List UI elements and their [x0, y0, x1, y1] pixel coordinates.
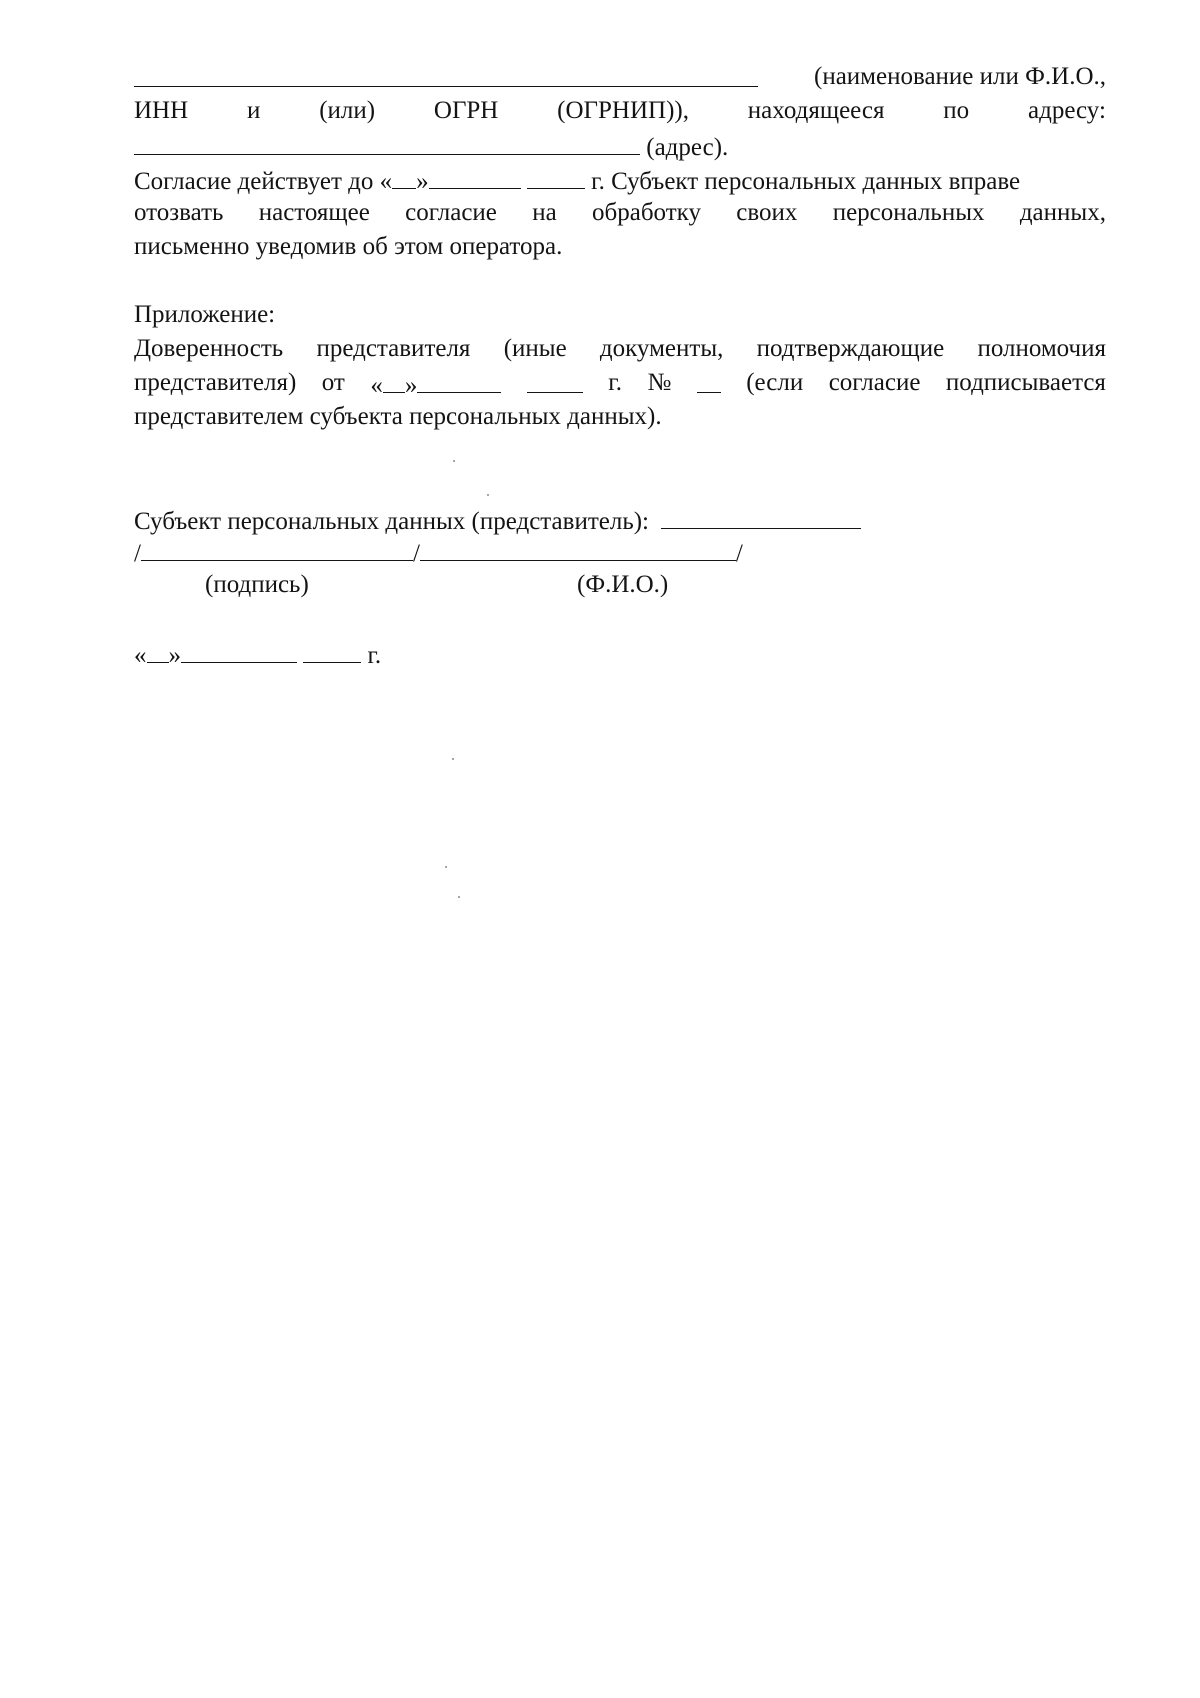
- appendix-date-group: [370, 366, 501, 403]
- validity-word: согласие: [405, 199, 497, 226]
- validity-line-3: [134, 230, 1106, 264]
- appendix-day-blank: [383, 366, 405, 393]
- intro-word: ОГРН: [433, 97, 499, 124]
- intro-line-3: [134, 128, 1106, 165]
- appendix-line-2: [134, 366, 1106, 403]
- appendix-word: Доверенность: [134, 335, 284, 362]
- date-quote-open: «: [134, 642, 147, 669]
- name-blank: [134, 60, 758, 87]
- month-blank: [429, 162, 521, 189]
- appendix-number-blank: [697, 366, 721, 393]
- address-blank: [134, 128, 640, 155]
- intro-word: по: [943, 97, 970, 124]
- slash: /: [412, 540, 420, 567]
- scan-speck: [452, 758, 454, 760]
- day-blank: [392, 162, 416, 189]
- appendix-word: представителя): [134, 369, 297, 396]
- date-line: [134, 636, 1106, 673]
- scan-speck: [458, 896, 460, 898]
- appendix-year-blank: [527, 366, 583, 393]
- year-blank: [527, 162, 585, 189]
- date-quote-close: »: [168, 642, 181, 669]
- validity-word: на: [532, 199, 557, 226]
- appendix-word: (иные: [503, 335, 567, 362]
- intro-line-2: [134, 94, 1106, 128]
- intro-word: находящееся: [747, 97, 885, 124]
- appendix-word: согласие: [828, 369, 921, 396]
- subject-label: Субъект персональных данных (представитель):: [134, 508, 649, 535]
- slash: /: [735, 540, 743, 567]
- validity-word: персональных: [832, 199, 985, 226]
- validity-end: письменно уведомив об этом оператора.: [134, 233, 563, 260]
- name-caption: (наименование или Ф.И.О.,: [814, 63, 1106, 90]
- intro-word: адресу:: [1028, 97, 1106, 124]
- signature-slash-line: [134, 534, 1106, 571]
- validity-word: отозвать: [134, 199, 224, 226]
- appendix-word: №: [647, 369, 672, 396]
- date-year-blank: [303, 636, 361, 663]
- fio-blank: [420, 534, 736, 561]
- appendix-title: Приложение:: [134, 301, 276, 328]
- validity-line-2: [134, 196, 1106, 230]
- validity-word: настоящее: [258, 199, 370, 226]
- validity-word: обработку: [592, 199, 701, 226]
- date-day-blank: [147, 636, 169, 663]
- signature-blank: [141, 534, 413, 561]
- appendix-line-1: [134, 332, 1106, 366]
- validity-suffix: г. Субъект персональных данных вправе: [591, 168, 1021, 195]
- appendix-quote-open: «: [370, 372, 383, 399]
- appendix-word: г.: [608, 369, 622, 396]
- validity-word: данных,: [1019, 199, 1106, 226]
- address-caption: (адрес).: [646, 134, 729, 161]
- intro-line-1: [134, 60, 1106, 97]
- date-year-suffix: г.: [367, 642, 382, 669]
- validity-word: своих: [736, 199, 798, 226]
- intro-word: (или): [319, 97, 376, 124]
- scan-speck: [487, 494, 489, 496]
- date-month-blank: [181, 636, 297, 663]
- appendix-word: от: [321, 369, 345, 396]
- intro-word: и: [246, 97, 261, 124]
- validity-quote-close: »: [416, 168, 429, 195]
- scan-speck: [453, 460, 455, 462]
- scan-speck: [445, 866, 447, 868]
- appendix-quote-close: »: [404, 372, 418, 399]
- intro-word: ИНН: [134, 97, 189, 124]
- appendix-end: представителем субъекта персональных данных).: [134, 403, 662, 430]
- representative-blank: [661, 502, 861, 529]
- appendix-word: полномочия: [977, 335, 1106, 362]
- appendix-line-3: [134, 400, 1106, 434]
- slash: /: [134, 540, 141, 567]
- appendix-word: подтверждающие: [756, 335, 945, 362]
- appendix-word: подписывается: [945, 369, 1106, 396]
- validity-line-1: [134, 162, 1106, 199]
- appendix-month-blank: [417, 366, 501, 393]
- validity-prefix: Согласие действует до «: [134, 168, 393, 195]
- intro-word: (ОГРНИП)),: [557, 97, 689, 124]
- appendix-word: документы,: [599, 335, 724, 362]
- appendix-word: (если: [746, 369, 804, 396]
- signature-caption: (подпись): [205, 571, 309, 598]
- fio-caption: (Ф.И.О.): [577, 571, 669, 598]
- appendix-heading: [134, 298, 1106, 332]
- appendix-word: представителя: [316, 335, 471, 362]
